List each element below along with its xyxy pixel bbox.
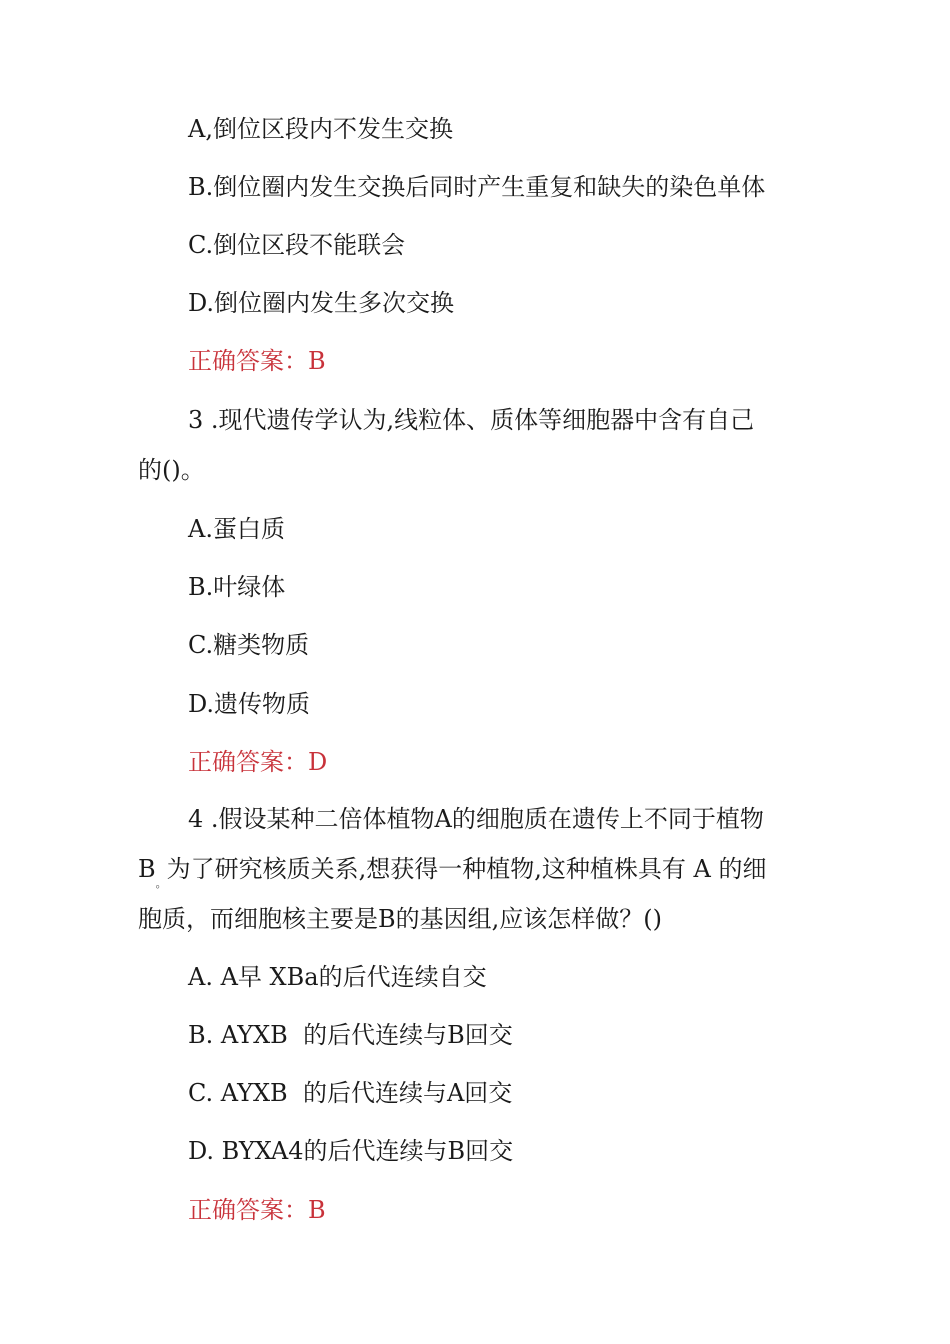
- question-stem-continued: 胞质，而细胞核主要是B的基因组,应该怎样做？(): [138, 905, 662, 933]
- option-c: C. AYXB 的后代连续与A回交: [188, 1079, 513, 1107]
- option-a: A. A早 XBa的后代连续自交: [188, 963, 487, 991]
- question-stem: 4 .假设某种二倍体植物A的细胞质在遗传上不同于植物: [188, 805, 764, 833]
- question-stem-continued: 的()。: [138, 456, 205, 484]
- option-b: B.叶绿体: [188, 573, 286, 601]
- option-d: D.遗传物质: [188, 690, 311, 718]
- question-stem: 3 .现代遗传学认为,线粒体、质体等细胞器中含有自己: [188, 406, 755, 434]
- option-d: D.倒位圈内发生多次交换: [188, 289, 455, 317]
- plant-b-label: B: [138, 855, 156, 883]
- option-b: B.倒位圈内发生交换后同时产生重复和缺失的染色单体: [188, 173, 766, 201]
- option-c: C.糖类物质: [188, 631, 310, 659]
- option-b: B. AYXB 的后代连续与B回交: [188, 1021, 513, 1049]
- option-a: A.蛋白质: [188, 515, 285, 543]
- answer-label: 正确答案：B: [188, 1196, 326, 1224]
- stem-text: 为了研究核质关系,想获得一种植物,这种植株具有 A 的细: [166, 855, 767, 883]
- answer-label: 正确答案：D: [188, 748, 328, 776]
- option-a: A,倒位区段内不发生交换: [188, 115, 453, 143]
- subscript-mark: 。: [155, 877, 167, 890]
- option-c: C.倒位区段不能联会: [188, 231, 406, 259]
- question-stem-continued: [138, 854, 767, 899]
- option-d: D. BYXA4的后代连续与B回交: [188, 1137, 514, 1165]
- answer-label: 正确答案：B: [188, 347, 326, 375]
